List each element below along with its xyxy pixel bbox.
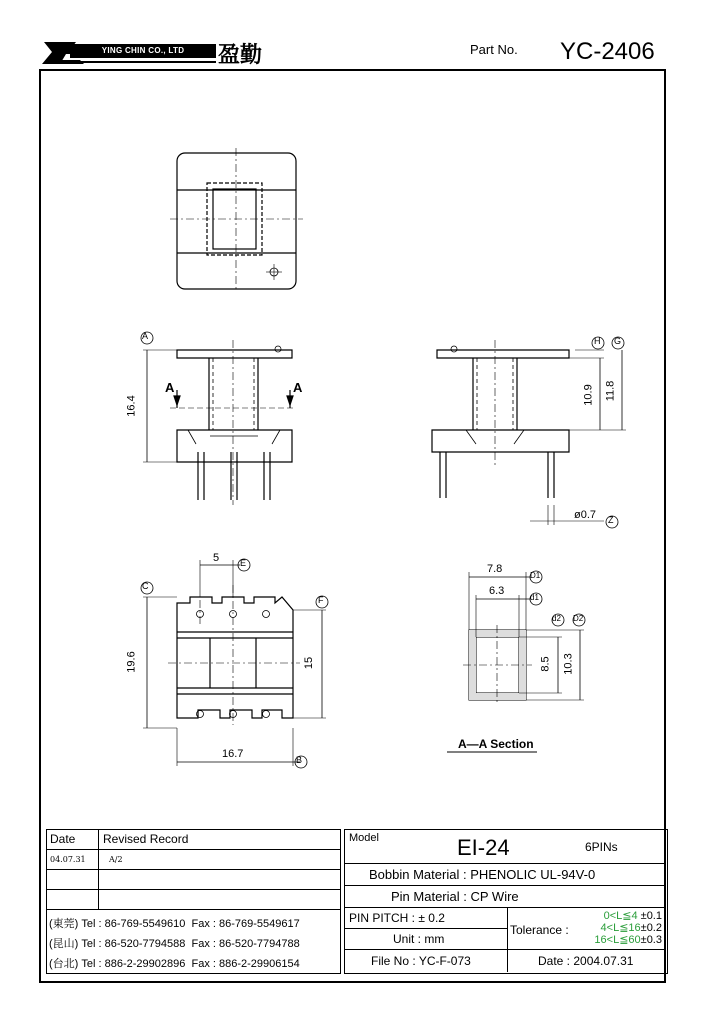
bottom-view bbox=[141, 559, 328, 768]
pin-material-label: Pin Material : bbox=[391, 889, 467, 904]
pin-pitch-row bbox=[345, 908, 508, 929]
contact-fax: Fax : 886-2-29906154 bbox=[191, 958, 300, 970]
pin-material-value: CP Wire bbox=[470, 889, 519, 904]
dim-total-height: 16.4 bbox=[125, 395, 138, 417]
datum-g: G bbox=[614, 336, 622, 346]
date-row bbox=[508, 950, 666, 972]
contact-region: (昆山) bbox=[49, 938, 79, 950]
datum-c: C bbox=[142, 581, 149, 591]
part-no-label: Part No. bbox=[470, 42, 518, 57]
dim-section-outer-height: 10.3 bbox=[562, 653, 575, 675]
model-row bbox=[345, 830, 666, 864]
dim-depth: 19.6 bbox=[125, 651, 138, 673]
date-value: 2004.07.31 bbox=[573, 954, 634, 968]
section-arrow-right: A bbox=[293, 380, 303, 395]
revision-row-date bbox=[47, 890, 99, 910]
datum-e: E bbox=[240, 558, 247, 568]
dim-h2: 11.8 bbox=[604, 380, 617, 402]
company-name-en: YING CHIN CO., LTD bbox=[70, 44, 216, 58]
model-label: Model bbox=[349, 832, 379, 844]
contact-tel: Tel : 886-2-29902896 bbox=[81, 958, 186, 970]
contact-row bbox=[49, 935, 300, 951]
revision-block bbox=[46, 829, 341, 974]
datum-z: Z bbox=[608, 515, 614, 525]
contact-row bbox=[49, 955, 300, 971]
datum-d1-lower: d1 bbox=[530, 593, 539, 602]
dim-section-inner-height: 8.5 bbox=[539, 656, 552, 672]
model-value: EI-24 bbox=[457, 835, 510, 860]
bobbin-material-value: PHENOLIC UL-94V-0 bbox=[470, 867, 596, 882]
contact-region: (台北) bbox=[49, 958, 79, 970]
front-view bbox=[141, 332, 296, 505]
contact-fax: Fax : 86-520-7794788 bbox=[191, 938, 300, 950]
tolerance-row bbox=[594, 922, 662, 934]
datum-f: F bbox=[318, 595, 324, 605]
file-no-value: YC-F-073 bbox=[418, 954, 471, 968]
date-label: Date : bbox=[538, 954, 571, 968]
dim-section-inner-width: 6.3 bbox=[489, 585, 505, 597]
dim-width: 16.7 bbox=[222, 748, 244, 760]
dim-pitch: 5 bbox=[213, 552, 220, 564]
file-no-row bbox=[345, 950, 508, 972]
tolerance-value: ±0.3 bbox=[640, 934, 662, 946]
section-title: A—A Section bbox=[458, 737, 534, 751]
revision-row-record bbox=[99, 870, 340, 890]
section-arrow-left: A bbox=[165, 380, 175, 395]
dim-inner-depth: 15 bbox=[303, 656, 316, 670]
tolerance-row bbox=[594, 934, 662, 946]
revision-date-header: Date bbox=[47, 830, 99, 850]
datum-h: H bbox=[594, 336, 601, 346]
revision-record-header: Revised Record bbox=[99, 830, 340, 850]
file-no-label: File No : bbox=[371, 954, 416, 968]
dim-pin-diameter: ø0.7 bbox=[574, 509, 597, 521]
tolerance-table bbox=[594, 910, 662, 946]
side-view bbox=[432, 337, 626, 528]
unit-label: Unit : bbox=[393, 932, 422, 946]
datum-a: A bbox=[142, 331, 149, 341]
company-name-cn: 盈勤 bbox=[218, 42, 263, 68]
unit-value: mm bbox=[424, 932, 445, 946]
part-no-value: YC-2406 bbox=[560, 38, 655, 65]
tolerance-label: Tolerance : bbox=[510, 923, 569, 937]
bobbin-material-row bbox=[345, 864, 666, 886]
tolerance-value: ±0.1 bbox=[640, 910, 662, 922]
title-block bbox=[344, 829, 668, 974]
pin-material-row bbox=[345, 886, 666, 908]
bobbin-material-label: Bobbin Material : bbox=[369, 867, 467, 882]
contact-tel: Tel : 86-520-7794588 bbox=[81, 938, 186, 950]
datum-d1-upper: D1 bbox=[530, 571, 541, 580]
dim-h1: 10.9 bbox=[582, 384, 595, 406]
tolerance-range: 0<L≦4 bbox=[603, 910, 638, 922]
contact-fax: Fax : 86-769-5549617 bbox=[191, 918, 300, 930]
tolerance-cell bbox=[508, 908, 666, 950]
tolerance-range: 16<L≦60 bbox=[594, 934, 641, 946]
tolerance-row bbox=[594, 910, 662, 922]
contact-tel: Tel : 86-769-5549610 bbox=[81, 918, 186, 930]
pin-pitch-value: ± 0.2 bbox=[418, 911, 445, 925]
contact-row bbox=[49, 915, 300, 931]
datum-b: B bbox=[296, 755, 303, 765]
revision-row-record bbox=[99, 890, 340, 910]
revision-row-date: 04.07.31 bbox=[47, 850, 99, 870]
dim-section-outer-width: 7.8 bbox=[487, 563, 503, 575]
pin-count: 6PINs bbox=[585, 840, 618, 854]
unit-row bbox=[345, 929, 508, 950]
top-view bbox=[170, 148, 303, 292]
revision-row-record: A/2 bbox=[99, 850, 340, 870]
tolerance-value: ±0.2 bbox=[640, 922, 662, 934]
revision-row-date bbox=[47, 870, 99, 890]
contact-region: (東莞) bbox=[49, 918, 79, 930]
tolerance-range: 4<L≦16 bbox=[600, 922, 641, 934]
pin-pitch-label: PIN PITCH : bbox=[349, 911, 416, 925]
datum-d2-upper: D2 bbox=[573, 614, 584, 623]
datum-d2-lower: d2 bbox=[552, 614, 561, 623]
